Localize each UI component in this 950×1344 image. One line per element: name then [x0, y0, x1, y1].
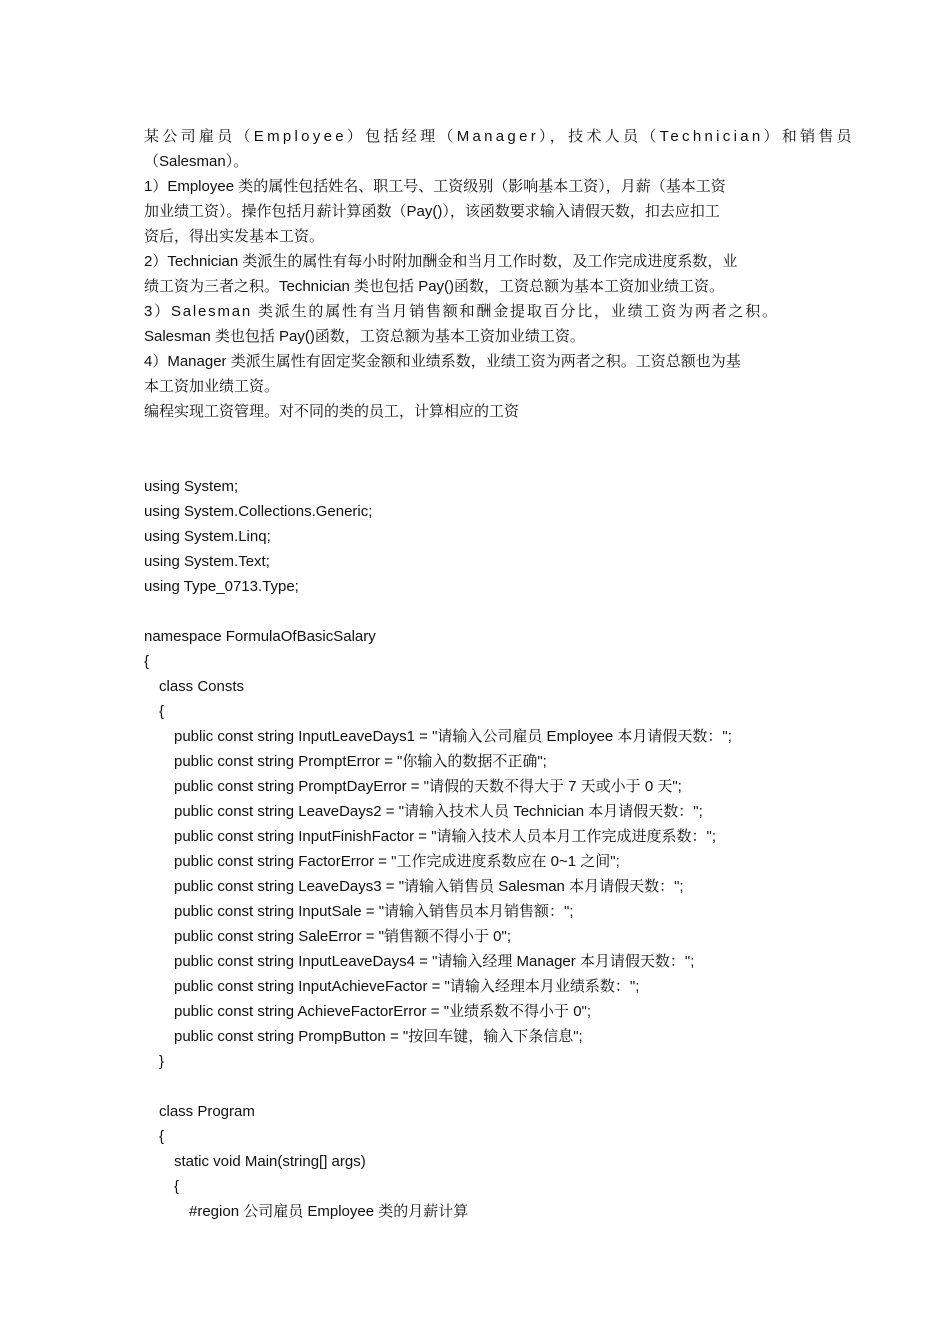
intro-line: 编程实现工资管理。对不同的类的员工，计算相应的工资: [144, 403, 520, 420]
region-directive: #region 公司雇员 Employee 类的月薪计算: [189, 1203, 469, 1220]
code-listing: [144, 474, 824, 1224]
spacer: [144, 424, 824, 474]
const-line: public const string PrompButton = "按回车键，输入下条信息";: [174, 1028, 583, 1045]
main-method-declaration: static void Main(string[] args): [174, 1153, 366, 1170]
brace-line: {: [174, 1178, 180, 1195]
const-line: public const string InputLeaveDays4 = "请输入经理 Manager 本月请假天数：";: [174, 953, 695, 970]
using-line: using Type_0713.Type;: [144, 578, 299, 595]
class-consts-declaration: class Consts: [159, 678, 245, 695]
using-line: using System.Collections.Generic;: [144, 503, 373, 520]
brace-line: {: [159, 703, 165, 720]
intro-line: 4）Manager 类派生属性有固定奖金额和业绩系数，业绩工资为两者之积。工资总额也为基: [144, 353, 741, 370]
const-line: public const string InputFinishFactor = "请输入技术人员本月工作完成进度系数：";: [174, 828, 717, 845]
intro-line: 本工资加业绩工资。: [144, 378, 280, 395]
intro-line: 绩工资为三者之积。Technician 类也包括 Pay()函数，工资总额为基本工资加业绩工资。: [144, 278, 725, 295]
intro-line: 1）Employee 类的属性包括姓名、职工号、工资级别（影响基本工资），月薪（基本工资: [144, 178, 726, 195]
namespace-declaration: namespace FormulaOfBasicSalary: [144, 628, 376, 645]
intro-line: （Salesman）。: [144, 153, 249, 170]
using-line: using System.Text;: [144, 553, 270, 570]
brace-line: {: [159, 1128, 165, 1145]
intro-line: 某公司雇员（Employee）包括经理（Manager），技术人员（Technician）和销售员: [144, 128, 855, 145]
const-line: public const string AchieveFactorError = "业绩系数不得小于 0";: [174, 1003, 592, 1020]
brace-line: {: [144, 653, 150, 670]
using-line: using System.Linq;: [144, 528, 271, 545]
problem-statement: [144, 124, 855, 424]
const-line: public const string InputAchieveFactor = "请输入经理本月业绩系数：";: [174, 978, 640, 995]
const-line: public const string InputLeaveDays1 = "请输入公司雇员 Employee 本月请假天数：";: [174, 728, 732, 745]
document-page: [144, 124, 855, 1224]
class-program-declaration: class Program: [159, 1103, 255, 1120]
const-line: public const string LeaveDays3 = "请输入销售员 Salesman 本月请假天数：";: [174, 878, 684, 895]
const-line: public const string PromptDayError = "请假的天数不得大于 7 天或小于 0 天";: [174, 778, 682, 795]
blank-line: [144, 1074, 824, 1099]
intro-line: 资后，得出实发基本工资。: [144, 228, 325, 245]
const-line: public const string LeaveDays2 = "请输入技术人员 Technician 本月请假天数：";: [174, 803, 703, 820]
intro-line: Salesman 类也包括 Pay()函数，工资总额为基本工资加业绩工资。: [144, 328, 585, 345]
const-line: public const string SaleError = "销售额不得小于 0";: [174, 928, 512, 945]
const-line: public const string PromptError = "你输入的数据不正确";: [174, 753, 547, 770]
intro-line: 2）Technician 类派生的属性有每小时附加酬金和当月工作时数，及工作完成进度系数，业: [144, 253, 738, 270]
brace-line: }: [159, 1053, 165, 1070]
const-line: public const string FactorError = "工作完成进度系数应在 0~1 之间";: [174, 853, 620, 870]
intro-line: 加业绩工资）。操作包括月薪计算函数（Pay()），该函数要求输入请假天数，扣去应扣工: [144, 203, 720, 220]
intro-line: 3）Salesman 类派生的属性有当月销售额和酬金提取百分比，业绩工资为两者之积。: [144, 303, 779, 320]
blank-line: [144, 599, 824, 624]
const-line: public const string InputSale = "请输入销售员本月销售额：";: [174, 903, 574, 920]
using-line: using System;: [144, 478, 239, 495]
